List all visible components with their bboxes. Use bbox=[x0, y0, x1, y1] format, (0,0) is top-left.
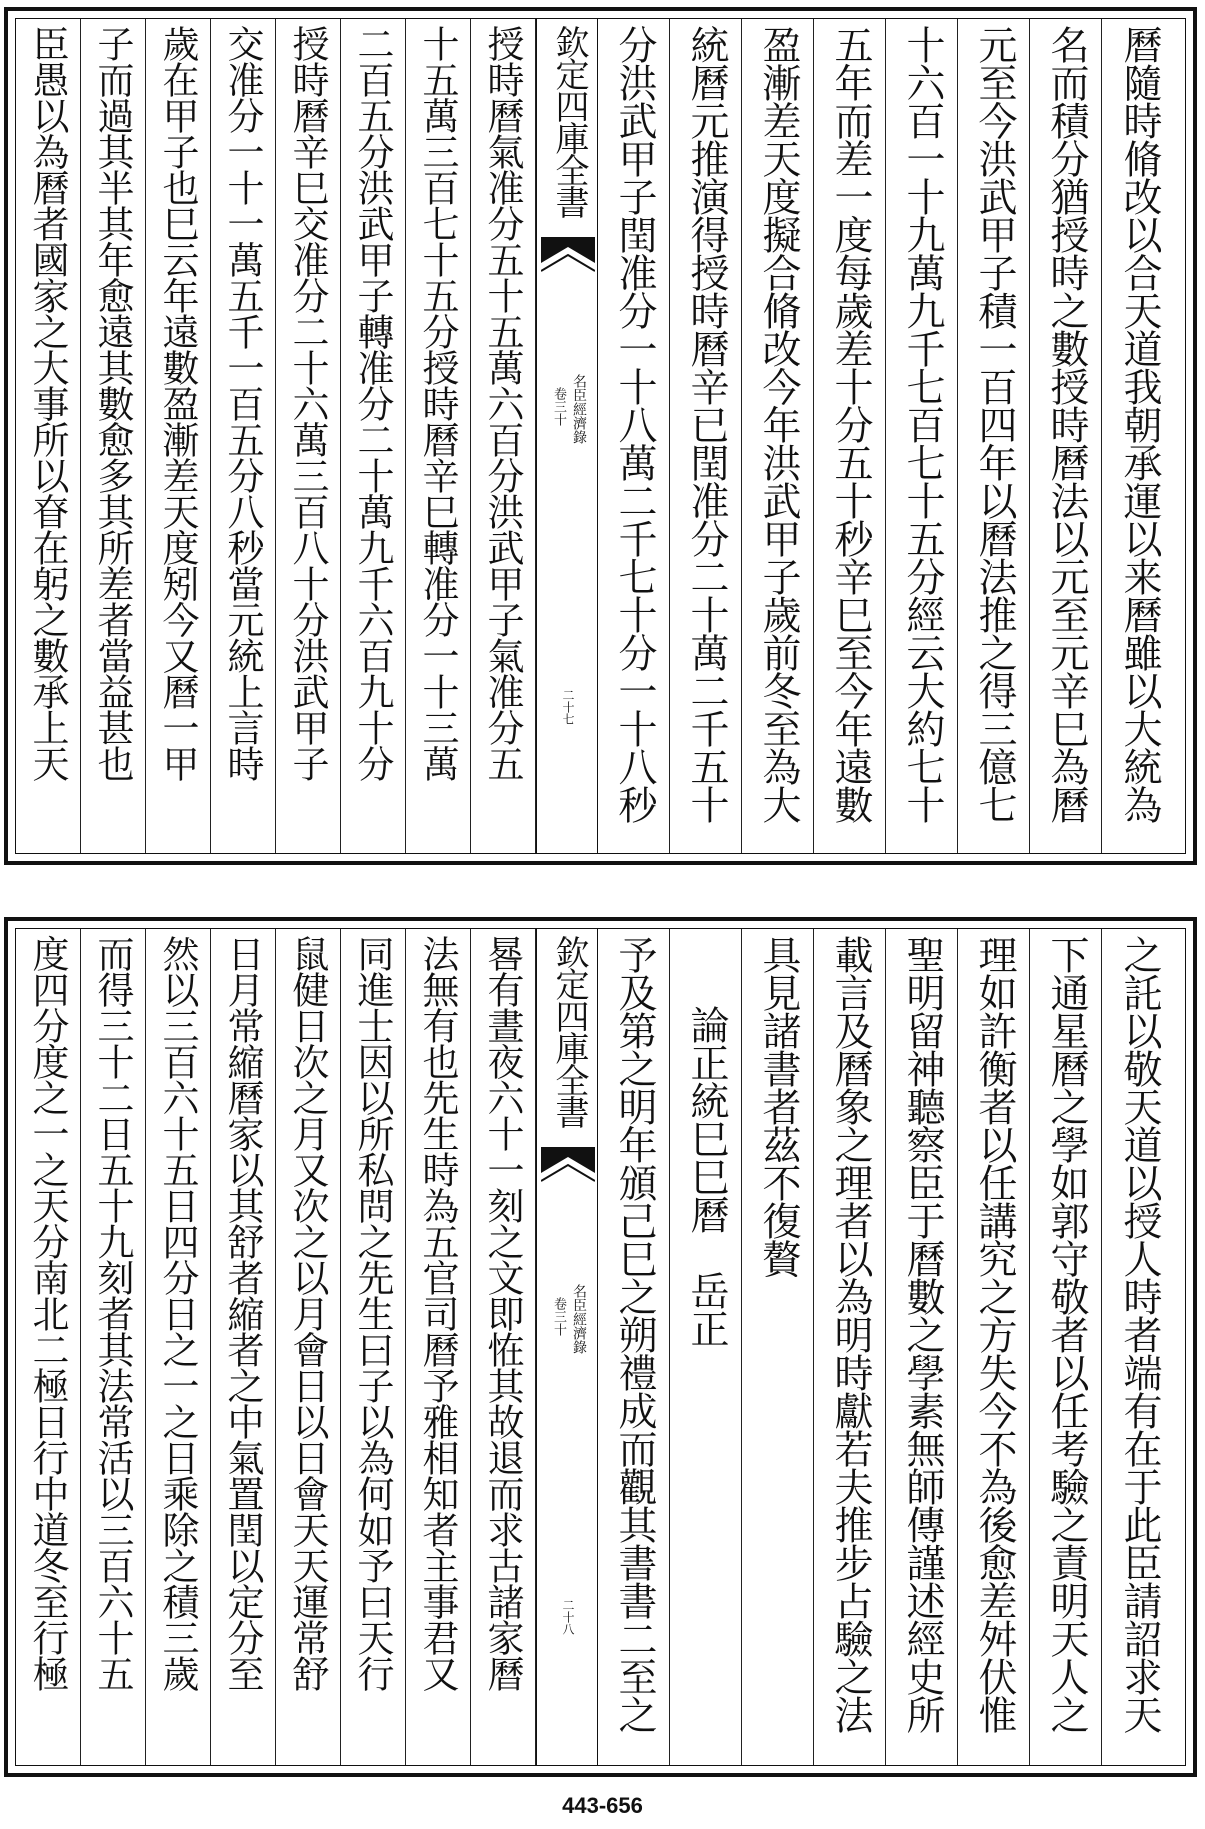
text-column: 交准分一十一萬五千一百五分八秒當元統上言時 bbox=[211, 19, 276, 853]
volume-label: 卷三十 bbox=[551, 387, 566, 426]
top-page-frame bbox=[15, 18, 1186, 854]
text-column: 而得三十二日五十九刻者其法常活以三百六十五 bbox=[81, 929, 146, 1765]
text-column: 元至今洪武甲子積一百四年以曆法推之得三億七 bbox=[958, 19, 1030, 853]
text-column: 授時曆氣准分五十五萬六百分洪武甲子氣准分五 bbox=[471, 19, 536, 853]
text-column: 之託以敬天道以授人時者端有在于此臣請詔求天 bbox=[1117, 935, 1162, 1733]
text-column: 晷有晝夜六十一刻之文即恠其故退而求古諸家曆 bbox=[471, 929, 536, 1765]
text-column: 下通星曆之學如郭守敬者以任考驗之責明天人之 bbox=[1030, 929, 1102, 1765]
text-column: 統曆元推演得授時曆辛已閏准分二十萬二千五十 bbox=[670, 19, 742, 853]
fishtail-mark-icon bbox=[541, 1147, 595, 1187]
fishtail-mark-icon bbox=[541, 237, 595, 277]
bottom-page-frame bbox=[15, 928, 1186, 1766]
text-column: 日月常縮曆家以其舒者縮者之中氣置閏以定分至 bbox=[211, 929, 276, 1765]
text-column: 十五萬三百七十五分授時曆辛巳轉准分一十三萬 bbox=[406, 19, 471, 853]
volume-label: 卷三十 bbox=[551, 1297, 566, 1336]
text-column: 同進士因以所私問之先生曰子以為何如予曰天行 bbox=[341, 929, 406, 1765]
bottom-page bbox=[4, 917, 1197, 1777]
page-code: 443-656 bbox=[562, 1793, 643, 1818]
text-column: 度四分度之一之天分南北二極日行中道冬至行極 bbox=[16, 929, 81, 1765]
text-column: 法無有也先生時為五官司曆予雅相知者主事君又 bbox=[406, 929, 471, 1765]
text-column: 理如許衡者以任講究之方失今不為後愈差舛伏惟 bbox=[958, 929, 1030, 1765]
text-column: 予及第之明年頒己巳之朔禮成而觀其書書二至之 bbox=[598, 929, 670, 1765]
essay-heading-column: 論正統巳巳曆 岳正 bbox=[670, 929, 742, 1765]
text-column: 載言及曆象之理者以為明時獻若夫推步占驗之法 bbox=[814, 929, 886, 1765]
text-column: 聖明留神聽察臣于曆數之學素無師傳謹述經史所 bbox=[886, 929, 958, 1765]
text-column: 然以三百六十五日四分日之一之日乘除之積三歲 bbox=[146, 929, 211, 1765]
leaf-number: 二十七 bbox=[561, 689, 575, 725]
text-column: 授時曆辛巳交准分二十六萬三百八十分洪武甲子 bbox=[276, 19, 341, 853]
text-column: 十六百一十九萬九千七百七十五分經云大約七十 bbox=[886, 19, 958, 853]
text-column: 具見諸書者茲不復贅 bbox=[742, 929, 814, 1765]
text-column: 盈漸差天度擬合脩改今年洪武甲子歲前冬至為大 bbox=[742, 19, 814, 853]
text-column: 歲在甲子也巳云年遠數盈漸差天度矧今又曆一甲 bbox=[146, 19, 211, 853]
book-title: 欽定四庫全書 bbox=[549, 935, 589, 1127]
text-column: 子而過其半其年愈遠其數愈多其所差者當益甚也 bbox=[81, 19, 146, 853]
text-column: 曆隨時脩改以合天道我朝承運以来曆雖以大統為 bbox=[1117, 25, 1162, 823]
text-column: 鼠健日次之月又次之以月會日以日會天天運常舒 bbox=[276, 929, 341, 1765]
text-column: 名而積分猶授時之數授時曆法以元至元辛巳為曆 bbox=[1030, 19, 1102, 853]
text-column: 分洪武甲子閏准分一十八萬二千七十分一十八秒 bbox=[598, 19, 670, 853]
book-subtitle: 名臣經濟錄 bbox=[571, 1284, 587, 1354]
text-column: 臣愚以為曆者國家之大事所以眘在躬之數承上天 bbox=[16, 19, 81, 853]
text-column: 二百五分洪武甲子轉准分二十萬九千六百九十分 bbox=[341, 19, 406, 853]
book-subtitle: 名臣經濟錄 bbox=[571, 374, 587, 444]
center-fold-strip bbox=[536, 929, 598, 1765]
book-title: 欽定四庫全書 bbox=[549, 25, 589, 217]
top-page bbox=[4, 7, 1197, 865]
leaf-number: 二十八 bbox=[561, 1599, 575, 1635]
center-fold-strip bbox=[536, 19, 598, 853]
text-column: 五年而差一度每歲差十分五十秒辛巳至今年遠數 bbox=[814, 19, 886, 853]
